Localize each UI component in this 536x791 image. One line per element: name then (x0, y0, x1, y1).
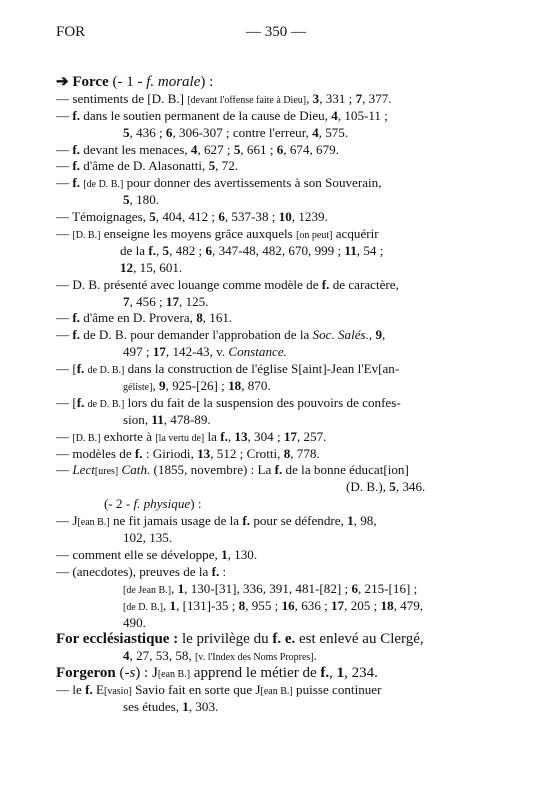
index-line (56, 699, 496, 716)
text-run: , 870. (241, 378, 271, 394)
index-line (56, 226, 496, 243)
text-run: , 955 ; (245, 597, 282, 613)
text-run: — (anecdotes), preuves de la (56, 563, 212, 579)
text-run: ( (115, 665, 125, 682)
editorial-insertion: [de D. B.] (83, 179, 124, 191)
index-line (56, 598, 496, 615)
index-line (56, 547, 496, 564)
volume-number: 13 (234, 428, 248, 444)
text-run: pour se défendre, (250, 513, 348, 529)
text-run: E (92, 682, 105, 698)
volume-number: 6 (351, 580, 358, 596)
text-run: de la (120, 242, 149, 258)
text-run: , 125. (179, 293, 209, 309)
italic-text: -s (124, 665, 136, 682)
volume-number: f. (72, 327, 81, 343)
entry-headword: Force (72, 74, 109, 90)
index-line (56, 192, 496, 209)
text-run: ne fit jamais usage de la (109, 513, 243, 529)
text-run: , [131]-35 ; (176, 597, 239, 613)
index-line (56, 158, 496, 175)
text-run: , (306, 90, 313, 106)
text-run: , 180. (129, 192, 160, 208)
volume-number: 8 (238, 597, 246, 613)
index-line (56, 91, 496, 108)
index-line (56, 429, 496, 446)
text-run: , (329, 665, 337, 682)
text-run: (- 1 - (108, 74, 147, 90)
text-run: — (56, 107, 73, 123)
volume-number: f. (274, 462, 283, 478)
index-line (56, 682, 496, 699)
italic-text: Soc. Salés. (312, 327, 369, 343)
text-run: apprend le métier de (190, 665, 321, 682)
text-run: puisse continuer (292, 682, 382, 698)
index-line (56, 648, 496, 665)
volume-number: 3 (312, 90, 320, 106)
text-run: , (368, 327, 376, 343)
volume-number: 8 (196, 310, 203, 326)
volume-number: 16 (281, 597, 295, 613)
index-line (56, 108, 496, 125)
text-run: , 404, 412 ; (155, 209, 219, 225)
text-run: exhorte à (100, 428, 156, 444)
text-run: . (313, 648, 317, 664)
volume-number: f. (76, 394, 85, 410)
entry-headword: Forgeron (56, 665, 116, 682)
index-line (56, 294, 496, 311)
volume-number: 1 (177, 580, 185, 596)
volume-number: 7 (355, 90, 363, 106)
editorial-insertion: [ean B.] (260, 686, 293, 698)
running-header: FOR (56, 24, 86, 40)
text-run: ) : J (135, 665, 158, 682)
text-run: — Témoignages, (56, 209, 150, 225)
volume-number: 8 (283, 445, 291, 461)
italic-text: f. physique (133, 496, 191, 512)
volume-number: f. (321, 276, 330, 292)
volume-number: f. (320, 665, 330, 682)
index-line (56, 209, 496, 226)
index-line (56, 615, 496, 632)
volume-number: 1 (221, 546, 228, 562)
index-line (56, 462, 496, 479)
editorial-insertion: de D. B.] (87, 365, 125, 377)
text-run: , 479, (393, 597, 424, 613)
text-run: — (56, 141, 73, 157)
index-line (56, 175, 496, 192)
volume-number: f. (85, 682, 93, 698)
volume-number: 11 (151, 411, 164, 427)
index-line (56, 142, 496, 159)
text-run: , 778. (290, 445, 320, 461)
text-run: dans la construction de l'église S[aint]-Jean l'Ev[an- (124, 361, 400, 377)
volume-number: 9 (158, 378, 166, 394)
text-run: , 482 ; (169, 242, 206, 258)
volume-number: 18 (228, 378, 242, 394)
text-run: , (156, 242, 163, 258)
text-run: , 142-43, v. (165, 344, 229, 360)
volume-number: f. (220, 428, 228, 444)
volume-number: 4 (331, 107, 338, 123)
index-line (56, 310, 496, 327)
editorial-insertion: de D. B.] (87, 398, 125, 410)
index-line (56, 665, 496, 682)
volume-number: 7 (123, 293, 130, 309)
text-run: enseigne les moyens grâce auxquels (100, 226, 297, 242)
volume-number: 17 (152, 344, 166, 360)
text-run: ) : (190, 496, 202, 512)
index-line (56, 513, 496, 530)
volume-number: f. (134, 445, 143, 461)
text-run: , 925-[26] ; (165, 378, 229, 394)
volume-number: 6 (276, 141, 284, 157)
text-run: , 331 ; (319, 90, 356, 106)
text-run: , 347-48, 482, 670, 999 ; (212, 242, 345, 258)
text-run: — modèles de (56, 445, 135, 461)
volume-number: 17 (331, 597, 345, 613)
volume-number: 5 (208, 158, 216, 174)
volume-number: 5 (123, 124, 130, 140)
text-run: , 257. (296, 428, 327, 444)
text-run: , 377. (362, 90, 392, 106)
italic-text: Lect (72, 462, 95, 478)
editorial-insertion: [D. B.] (72, 432, 101, 444)
volume-number: 4 (123, 648, 130, 664)
text-run: (1855, novembre) : La (150, 462, 275, 478)
text-run: , 512 ; Crotti, (210, 445, 284, 461)
volume-number: 5 (149, 209, 156, 225)
volume-number: f. (72, 310, 81, 326)
text-run: — (56, 310, 73, 326)
text-run: , (163, 597, 170, 613)
text-run: , 674, 679. (283, 141, 339, 157)
text-run: , 27, 53, 58, (129, 648, 196, 664)
index-entries (56, 74, 496, 716)
index-line (56, 581, 496, 598)
volume-number: f. (72, 107, 81, 123)
text-run: , (382, 327, 386, 343)
text-run: Savio fait en sorte que J (131, 682, 261, 698)
text-run: — D. B. présenté avec louange comme modèle de (56, 276, 322, 292)
text-run: ) : (200, 74, 214, 90)
volume-number: f. (242, 513, 251, 529)
volume-number: 5 (233, 141, 241, 157)
index-line (56, 395, 496, 412)
text-run: (D. B.), (346, 479, 390, 495)
text-run: dans le soutien permanent de la cause de Dieu, (80, 107, 332, 123)
volume-number: 6 (218, 209, 225, 225)
text-run: d'âme de D. Alasonatti, (80, 158, 209, 174)
text-run: , 1239. (291, 209, 328, 225)
index-line (56, 260, 496, 277)
entry-headword: For ecclésiastique : (56, 631, 179, 648)
volume-number: 4 (312, 124, 319, 140)
editorial-insertion: [devant l'offense faite à Dieu] (187, 94, 307, 106)
volume-number: 18 (380, 597, 394, 613)
text-run: , 456 ; (129, 293, 166, 309)
volume-number: 1 (169, 597, 177, 613)
text-run: , (227, 428, 235, 444)
editorial-insertion: [la vertu de] (155, 432, 205, 444)
text-run: , 661 ; (240, 141, 277, 157)
text-run: , 130. (227, 546, 258, 562)
text-run: pour donner des avertissements à son Souverain, (123, 175, 382, 191)
index-line (56, 530, 496, 547)
text-run: , 537-38 ; (224, 209, 279, 225)
text-run: — (56, 175, 73, 191)
volume-number: 1 (182, 698, 189, 714)
text-run: — (56, 327, 73, 343)
text-run: , 627 ; (197, 141, 234, 157)
text-run: , 54 ; (356, 242, 384, 258)
editorial-insertion: géliste] (123, 382, 153, 394)
volume-number: f. (72, 175, 81, 191)
text-run: , 304 ; (247, 428, 284, 444)
editorial-insertion: [D. B.] (72, 230, 101, 242)
text-run: 497 ; (123, 344, 153, 360)
editorial-insertion: [ean B.] (157, 669, 191, 681)
text-run: la (204, 428, 221, 444)
text-run: , 306-307 ; contre l'erreur, (172, 124, 313, 140)
index-line (56, 125, 496, 142)
text-run: sion, (123, 411, 152, 427)
italic-text: f. morale (146, 74, 201, 90)
text-run: — (56, 428, 73, 444)
text-run: : Giriodi, (142, 445, 198, 461)
text-run: de D. B. pour demander l'approbation de la (80, 327, 313, 343)
text-run: , 161. (202, 310, 233, 326)
volume-number: 17 (283, 428, 297, 444)
text-run: , 303. (188, 698, 219, 714)
volume-number: f. e. (272, 631, 296, 648)
text-run: , 346. (395, 479, 426, 495)
text-run: devant les menaces, (80, 141, 191, 157)
volume-number: f. (148, 242, 156, 258)
volume-number: f. (72, 141, 81, 157)
editorial-insertion: [v. l'Index des Noms Propres] (195, 652, 314, 664)
index-line (56, 344, 496, 361)
text-run: lors du fait de la suspension des pouvoirs de confes- (124, 394, 401, 410)
volume-number: f. (72, 158, 81, 174)
volume-number: 4 (190, 141, 198, 157)
text-run: — (56, 462, 73, 478)
text-run: (- 2 - (104, 496, 134, 512)
editorial-insertion: [vasio] (104, 686, 132, 698)
text-run: , (152, 378, 159, 394)
index-line (56, 378, 496, 395)
volume-number: 6 (165, 124, 173, 140)
editorial-insertion: [de Jean B.] (123, 584, 172, 596)
text-run: , 72. (215, 158, 239, 174)
text-run: — comment elle se développe, (56, 546, 222, 562)
text-run: , 575. (318, 124, 349, 140)
text-run: , 130-[31], 336, 391, 481-[82] ; (184, 580, 352, 596)
volume-number: 5 (162, 242, 170, 258)
index-line (56, 361, 496, 378)
volume-number: 1 (347, 513, 354, 529)
editorial-insertion: [on peut] (296, 230, 333, 242)
text-run: , 636 ; (294, 597, 332, 613)
volume-number: 5 (389, 479, 396, 495)
volume-number: 1 (336, 665, 345, 682)
text-run: — (56, 226, 73, 242)
text-run: 102, 135. (123, 530, 173, 546)
index-line (56, 631, 496, 648)
volume-number: 6 (205, 242, 213, 258)
text-run: , 215-[16] ; (357, 580, 418, 596)
index-line (56, 327, 496, 344)
index-line (56, 277, 496, 294)
page-number: — 350 — (246, 24, 306, 40)
text-run: , 436 ; (129, 124, 166, 140)
arrow-icon: ➔ (56, 74, 73, 90)
text-run: , 98, (353, 513, 377, 529)
index-line (56, 412, 496, 429)
text-run: 490. (123, 614, 146, 630)
volume-number: f. (211, 563, 220, 579)
volume-number: 9 (375, 327, 383, 343)
volume-number: 11 (344, 242, 357, 258)
text-run: de caractère, (329, 276, 399, 292)
text-run: — le (56, 682, 86, 698)
volume-number: f. (76, 361, 85, 377)
text-run: , 15, 601. (133, 259, 183, 275)
text-run: acquérir (332, 226, 379, 242)
editorial-insertion: [de D. B.] (123, 601, 163, 613)
volume-number: 12 (120, 259, 134, 275)
text-run: — sentiments de [D. B.] (56, 90, 188, 106)
volume-number: 5 (123, 192, 130, 208)
text-run: le privilège du (178, 631, 273, 648)
volume-number: 13 (197, 445, 211, 461)
index-line (56, 243, 496, 260)
volume-number: 10 (278, 209, 292, 225)
editorial-insertion: [ures] (94, 466, 119, 478)
index-line (56, 446, 496, 463)
index-line (56, 479, 496, 496)
text-run: est enlevé au Clergé, (295, 631, 424, 648)
italic-text: Constance. (228, 344, 287, 360)
text-run: — [ (56, 361, 77, 377)
editorial-insertion: [ean B.] (77, 517, 110, 529)
text-run: ses études, (123, 698, 183, 714)
text-run: — [ (56, 394, 77, 410)
index-line (56, 496, 496, 513)
text-run: de la bonne éducat[ion] (282, 462, 409, 478)
text-run: : (219, 563, 227, 579)
index-line (56, 74, 496, 91)
volume-number: 17 (165, 293, 180, 309)
text-run: , 478-89. (163, 411, 211, 427)
text-run: — J (56, 513, 78, 529)
text-run: d'âme en D. Provera, (80, 310, 197, 326)
text-run: , (171, 580, 178, 596)
text-run: , 105-11 ; (337, 107, 388, 123)
index-line (56, 564, 496, 581)
text-run: , 205 ; (344, 597, 381, 613)
text-run: — (56, 158, 73, 174)
text-run: , 234. (344, 665, 378, 682)
italic-text: Cath. (121, 462, 151, 478)
